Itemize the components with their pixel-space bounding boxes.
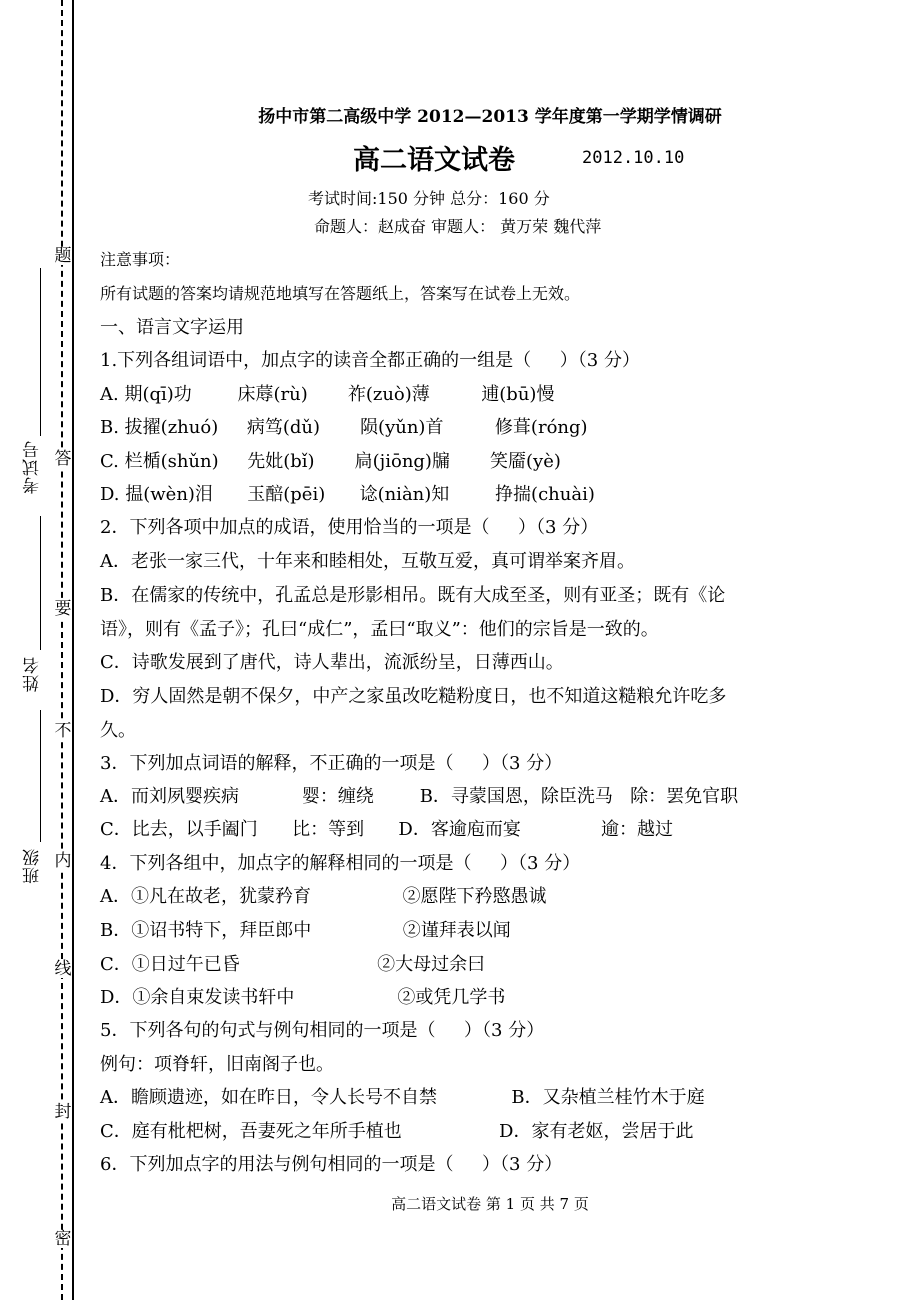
question-line: 3．下列加点词语的解释，不正确的一项是（ ）（3 分） [100, 753, 563, 774]
binding-char: 密 [54, 1229, 72, 1249]
binding-char: 内 [54, 851, 72, 871]
binding-char: 要 [54, 599, 72, 619]
option-line: C．比去，以手阖门 比：等到 D．客逾庖而宴 逾：越过 [100, 819, 673, 840]
solid-border-line [72, 0, 74, 1300]
question-line: 4．下列各组中，加点字的解释相同的一项是（ ）（3 分） [100, 853, 581, 874]
option-line: C．诗歌发展到了唐代，诗人辈出，流派纷呈，日薄西山。 [100, 652, 564, 673]
class-label: 班级 [23, 848, 43, 884]
binding-char: 题 [54, 246, 72, 266]
exam-info: 考试时间:150 分钟 总分：160 分 [308, 189, 550, 208]
exam-number-label: 考试号 [23, 440, 43, 494]
setters-line: 命题人：赵成奋 审题人： 黄万荣 魏代萍 [314, 217, 602, 236]
class-underline [40, 710, 41, 842]
section-heading: 一、语言文字运用 [100, 317, 244, 338]
binding-char: 封 [54, 1102, 72, 1122]
option-line: D．穷人固然是朝不保夕，中产之家虽改吃糙粉度日，也不知道这糙粮允许吃多 [100, 686, 727, 707]
option-line: C. 栏楯(shǔn) 先妣(bǐ) 扃(jiōng)牖 笑靥(yè) [100, 451, 561, 472]
option-line: A．①凡在故老，犹蒙矜育 ②愿陛下矜愍愚诚 [100, 886, 547, 907]
question-line: 1.下列各组词语中，加点字的读音全都正确的一组是（ ）（3 分） [100, 350, 640, 371]
binding-char: 线 [54, 959, 72, 979]
example-line: 例句：项脊轩，旧南阁子也。 [100, 1054, 334, 1075]
name-underline [40, 516, 41, 650]
exam-title: 高二语文试卷 [353, 145, 515, 176]
binding-char: 答 [54, 449, 72, 469]
question-line: 6．下列加点字的用法与例句相同的一项是（ ）（3 分） [100, 1154, 563, 1175]
option-line: 久。 [100, 720, 136, 741]
question-line: 2．下列各项中加点的成语，使用恰当的一项是（ ）（3 分） [100, 517, 599, 538]
option-line: B．在儒家的传统中，孔孟总是形影相吊。既有大成至圣，则有亚圣；既有《论 [100, 585, 726, 606]
exam-number-underline [40, 268, 41, 436]
option-line: A．而刘夙婴疾病 婴：缠绕 B．寻蒙国恩，除臣洗马 除：罢免官职 [100, 786, 739, 807]
exam-date: 2012.10.10 [582, 148, 685, 168]
option-line: B．①诏书特下，拜臣郎中 ②谨拜表以闻 [100, 920, 511, 941]
option-line: A. 期(qī)功 床蓐(rù) 祚(zuò)薄 逋(bū)慢 [100, 384, 555, 405]
option-line: D. 揾(wèn)泪 玉醅(pēi) 谂(niàn)知 挣揣(chuài) [100, 484, 595, 505]
binding-char: 不 [54, 721, 72, 741]
option-line: B. 拔擢(zhuó) 病笃(dǔ) 陨(yǔn)首 修葺(róng) [100, 417, 588, 438]
option-line: A．老张一家三代，十年来和睦相处，互敬互爱，真可谓举案齐眉。 [100, 551, 635, 572]
option-line: C．①日过午已昏 ②大母过余曰 [100, 954, 486, 975]
page-footer: 高二语文试卷 第 1 页 共 7 页 [391, 1195, 589, 1213]
binding-margin [0, 0, 90, 1300]
option-line: 语》，则有《孟子》；孔曰“成仁”，孟曰“取义”：他们的宗旨是一致的。 [100, 619, 659, 640]
option-line: C．庭有枇杷树，吾妻死之年所手植也 D．家有老妪，尝居于此 [100, 1121, 694, 1142]
notice-text: 所有试题的答案均请规范地填写在答题纸上，答案写在试卷上无效。 [100, 284, 581, 303]
school-header: 扬中市第二高级中学 2012—2013 学年度第一学期学情调研 [258, 107, 722, 127]
notice-heading: 注意事项： [100, 250, 181, 269]
name-label: 姓名 [23, 656, 43, 692]
option-line: A．瞻顾遗迹，如在昨日，令人长号不自禁 B．又杂植兰桂竹木于庭 [100, 1087, 705, 1108]
option-line: D．①余自束发读书轩中 ②或凭几学书 [100, 987, 506, 1008]
question-line: 5．下列各句的句式与例句相同的一项是（ ）（3 分） [100, 1020, 545, 1041]
